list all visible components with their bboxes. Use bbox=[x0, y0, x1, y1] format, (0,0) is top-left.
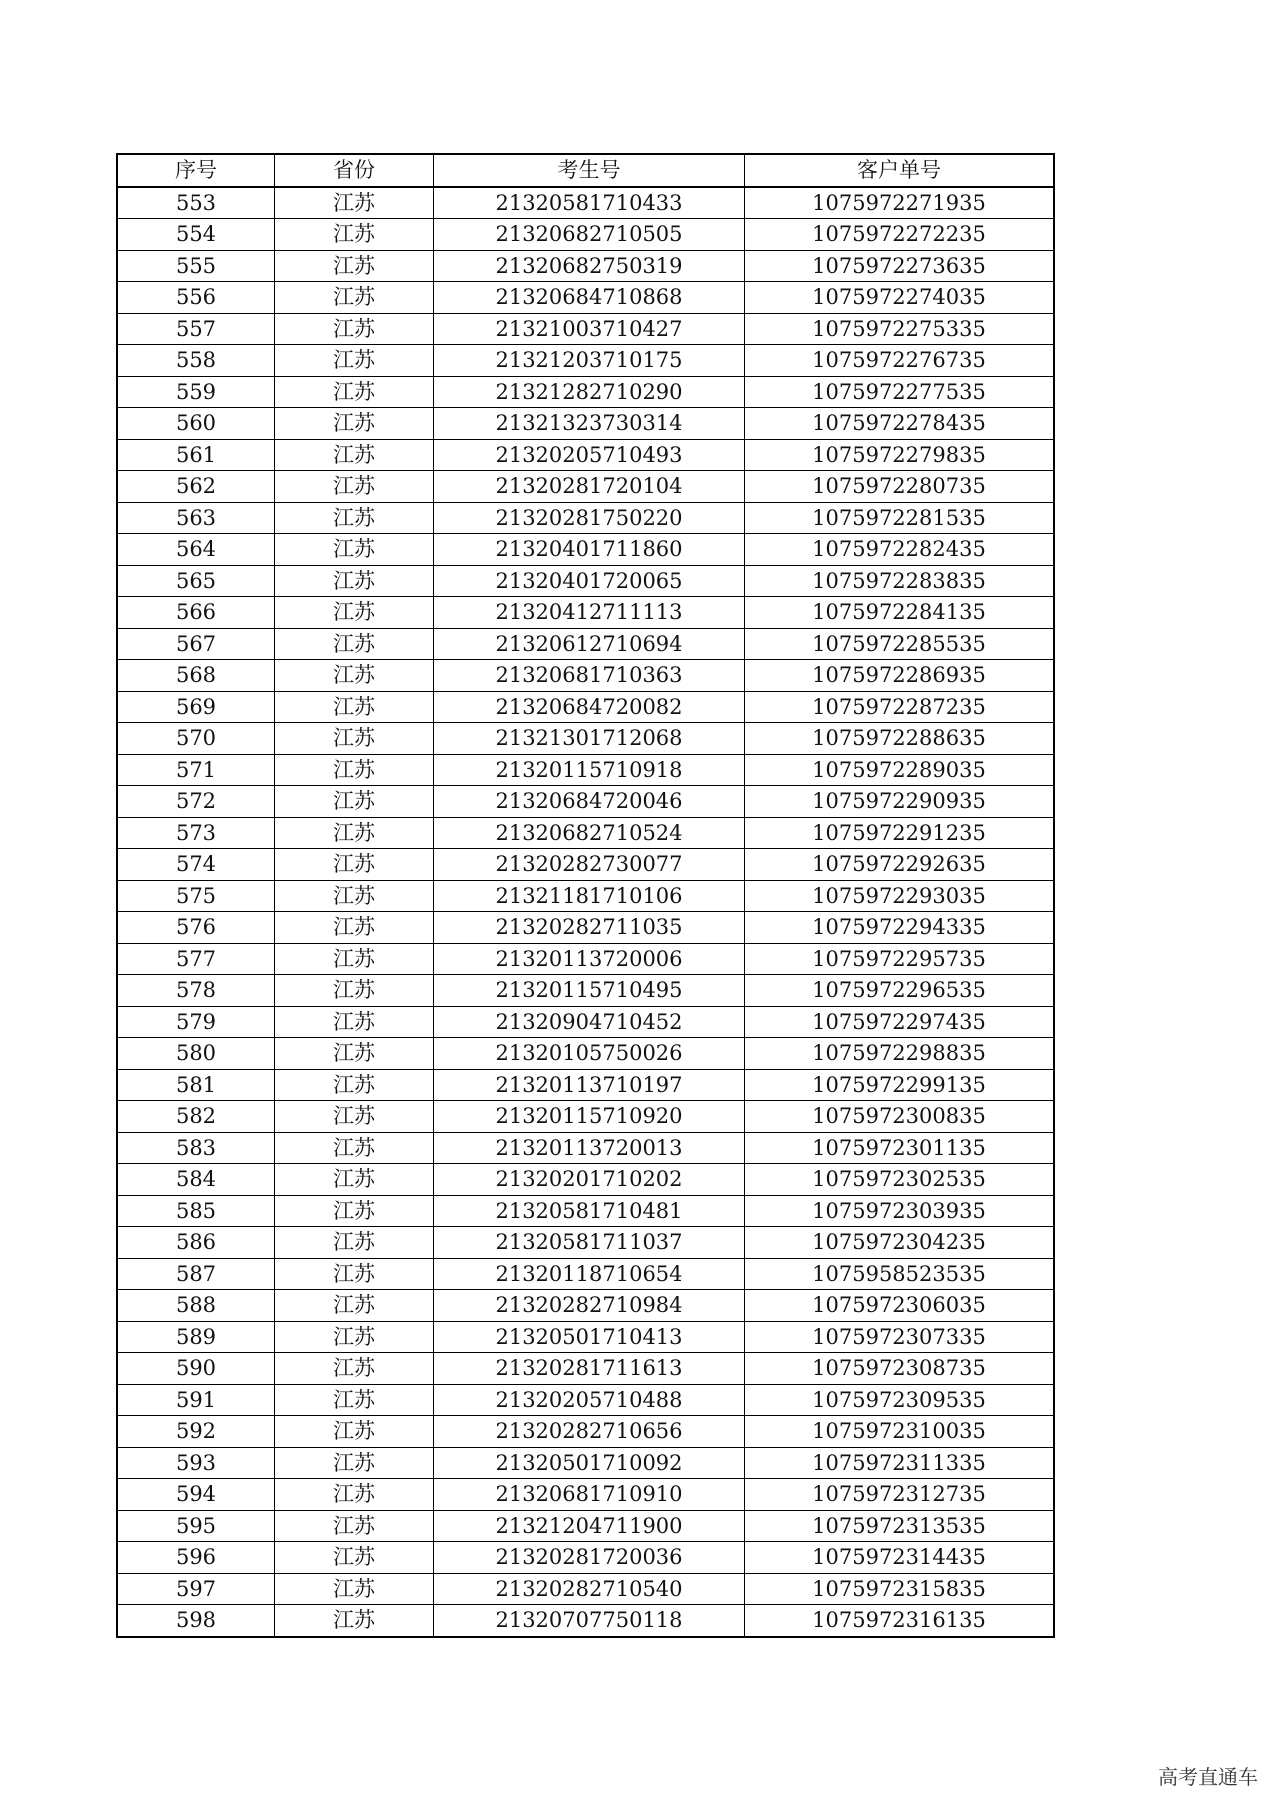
cell-index: 570 bbox=[117, 723, 275, 755]
table-row bbox=[117, 754, 1054, 786]
cell-customer-order-number: 1075972291235 bbox=[745, 817, 1055, 849]
cell-customer-order-number: 1075972281535 bbox=[745, 502, 1055, 534]
table-row bbox=[117, 471, 1054, 503]
cell-index: 595 bbox=[117, 1510, 275, 1542]
table-row bbox=[117, 1542, 1054, 1574]
table-row bbox=[117, 723, 1054, 755]
cell-index: 587 bbox=[117, 1258, 275, 1290]
cell-customer-order-number: 1075972290935 bbox=[745, 786, 1055, 818]
cell-candidate-number: 21320401711860 bbox=[434, 534, 745, 566]
cell-customer-order-number: 1075972275335 bbox=[745, 313, 1055, 345]
cell-index: 598 bbox=[117, 1605, 275, 1637]
cell-province: 江苏 bbox=[275, 219, 434, 251]
cell-index: 597 bbox=[117, 1573, 275, 1605]
table-row bbox=[117, 1101, 1054, 1133]
table-row bbox=[117, 408, 1054, 440]
data-table bbox=[116, 153, 1055, 1638]
cell-candidate-number: 21320681710363 bbox=[434, 660, 745, 692]
cell-province: 江苏 bbox=[275, 723, 434, 755]
cell-candidate-number: 21320282710540 bbox=[434, 1573, 745, 1605]
cell-candidate-number: 21320581710481 bbox=[434, 1195, 745, 1227]
table-row bbox=[117, 1321, 1054, 1353]
cell-customer-order-number: 1075972306035 bbox=[745, 1290, 1055, 1322]
cell-candidate-number: 21321323730314 bbox=[434, 408, 745, 440]
table-row bbox=[117, 849, 1054, 881]
cell-index: 556 bbox=[117, 282, 275, 314]
cell-index: 593 bbox=[117, 1447, 275, 1479]
cell-index: 592 bbox=[117, 1416, 275, 1448]
cell-province: 江苏 bbox=[275, 1321, 434, 1353]
cell-province: 江苏 bbox=[275, 1069, 434, 1101]
cell-customer-order-number: 1075972292635 bbox=[745, 849, 1055, 881]
cell-index: 584 bbox=[117, 1164, 275, 1196]
table-row bbox=[117, 1353, 1054, 1385]
cell-index: 564 bbox=[117, 534, 275, 566]
cell-candidate-number: 21320282710656 bbox=[434, 1416, 745, 1448]
cell-candidate-number: 21320282711035 bbox=[434, 912, 745, 944]
cell-candidate-number: 21320113720013 bbox=[434, 1132, 745, 1164]
cell-candidate-number: 21320282710984 bbox=[434, 1290, 745, 1322]
cell-index: 555 bbox=[117, 250, 275, 282]
cell-index: 554 bbox=[117, 219, 275, 251]
cell-candidate-number: 21321282710290 bbox=[434, 376, 745, 408]
cell-index: 565 bbox=[117, 565, 275, 597]
cell-candidate-number: 21320281720104 bbox=[434, 471, 745, 503]
cell-customer-order-number: 1075972296535 bbox=[745, 975, 1055, 1007]
cell-province: 江苏 bbox=[275, 1416, 434, 1448]
cell-province: 江苏 bbox=[275, 1384, 434, 1416]
cell-candidate-number: 21320904710452 bbox=[434, 1006, 745, 1038]
cell-index: 571 bbox=[117, 754, 275, 786]
cell-province: 江苏 bbox=[275, 1195, 434, 1227]
cell-customer-order-number: 1075972308735 bbox=[745, 1353, 1055, 1385]
cell-index: 563 bbox=[117, 502, 275, 534]
cell-index: 576 bbox=[117, 912, 275, 944]
cell-index: 596 bbox=[117, 1542, 275, 1574]
cell-province: 江苏 bbox=[275, 1542, 434, 1574]
cell-index: 557 bbox=[117, 313, 275, 345]
cell-province: 江苏 bbox=[275, 1038, 434, 1070]
cell-province: 江苏 bbox=[275, 471, 434, 503]
cell-province: 江苏 bbox=[275, 1258, 434, 1290]
cell-candidate-number: 21320684710868 bbox=[434, 282, 745, 314]
table-row bbox=[117, 1605, 1054, 1637]
table-row bbox=[117, 817, 1054, 849]
cell-province: 江苏 bbox=[275, 1290, 434, 1322]
cell-customer-order-number: 1075972286935 bbox=[745, 660, 1055, 692]
cell-customer-order-number: 1075972295735 bbox=[745, 943, 1055, 975]
cell-index: 580 bbox=[117, 1038, 275, 1070]
table-row bbox=[117, 628, 1054, 660]
cell-index: 560 bbox=[117, 408, 275, 440]
cell-index: 558 bbox=[117, 345, 275, 377]
table-row bbox=[117, 1290, 1054, 1322]
cell-candidate-number: 21320281750220 bbox=[434, 502, 745, 534]
cell-candidate-number: 21320115710920 bbox=[434, 1101, 745, 1133]
cell-customer-order-number: 1075972310035 bbox=[745, 1416, 1055, 1448]
cell-index: 578 bbox=[117, 975, 275, 1007]
table-row bbox=[117, 1069, 1054, 1101]
cell-index: 566 bbox=[117, 597, 275, 629]
cell-customer-order-number: 1075972288635 bbox=[745, 723, 1055, 755]
cell-province: 江苏 bbox=[275, 849, 434, 881]
table-row bbox=[117, 219, 1054, 251]
cell-province: 江苏 bbox=[275, 408, 434, 440]
cell-candidate-number: 21320401720065 bbox=[434, 565, 745, 597]
table-row bbox=[117, 1573, 1054, 1605]
header-index: 序号 bbox=[117, 154, 275, 187]
cell-candidate-number: 21320581710433 bbox=[434, 187, 745, 219]
cell-customer-order-number: 1075958523535 bbox=[745, 1258, 1055, 1290]
cell-candidate-number: 21320612710694 bbox=[434, 628, 745, 660]
cell-customer-order-number: 1075972302535 bbox=[745, 1164, 1055, 1196]
cell-customer-order-number: 1075972300835 bbox=[745, 1101, 1055, 1133]
cell-candidate-number: 21320281720036 bbox=[434, 1542, 745, 1574]
cell-customer-order-number: 1075972299135 bbox=[745, 1069, 1055, 1101]
cell-province: 江苏 bbox=[275, 786, 434, 818]
table-row bbox=[117, 880, 1054, 912]
cell-province: 江苏 bbox=[275, 1132, 434, 1164]
table-row bbox=[117, 786, 1054, 818]
cell-candidate-number: 21321204711900 bbox=[434, 1510, 745, 1542]
table-row bbox=[117, 376, 1054, 408]
cell-customer-order-number: 1075972278435 bbox=[745, 408, 1055, 440]
cell-province: 江苏 bbox=[275, 975, 434, 1007]
cell-candidate-number: 21320282730077 bbox=[434, 849, 745, 881]
cell-customer-order-number: 1075972297435 bbox=[745, 1006, 1055, 1038]
cell-candidate-number: 21320281711613 bbox=[434, 1353, 745, 1385]
cell-index: 591 bbox=[117, 1384, 275, 1416]
cell-index: 559 bbox=[117, 376, 275, 408]
cell-customer-order-number: 1075972277535 bbox=[745, 376, 1055, 408]
table-row bbox=[117, 660, 1054, 692]
cell-index: 567 bbox=[117, 628, 275, 660]
cell-candidate-number: 21320113720006 bbox=[434, 943, 745, 975]
header-candidate-number: 考生号 bbox=[434, 154, 745, 187]
cell-candidate-number: 21320707750118 bbox=[434, 1605, 745, 1637]
cell-province: 江苏 bbox=[275, 660, 434, 692]
cell-province: 江苏 bbox=[275, 817, 434, 849]
cell-province: 江苏 bbox=[275, 502, 434, 534]
cell-customer-order-number: 1075972287235 bbox=[745, 691, 1055, 723]
cell-province: 江苏 bbox=[275, 1101, 434, 1133]
cell-candidate-number: 21321203710175 bbox=[434, 345, 745, 377]
cell-candidate-number: 21320681710910 bbox=[434, 1479, 745, 1511]
cell-customer-order-number: 1075972271935 bbox=[745, 187, 1055, 219]
cell-index: 574 bbox=[117, 849, 275, 881]
cell-candidate-number: 21320105750026 bbox=[434, 1038, 745, 1070]
cell-province: 江苏 bbox=[275, 187, 434, 219]
table-row bbox=[117, 282, 1054, 314]
cell-province: 江苏 bbox=[275, 1479, 434, 1511]
cell-candidate-number: 21320682710505 bbox=[434, 219, 745, 251]
cell-candidate-number: 21320501710413 bbox=[434, 1321, 745, 1353]
table-row bbox=[117, 187, 1054, 219]
cell-index: 582 bbox=[117, 1101, 275, 1133]
table-row bbox=[117, 502, 1054, 534]
cell-province: 江苏 bbox=[275, 912, 434, 944]
cell-customer-order-number: 1075972298835 bbox=[745, 1038, 1055, 1070]
cell-customer-order-number: 1075972314435 bbox=[745, 1542, 1055, 1574]
cell-customer-order-number: 1075972304235 bbox=[745, 1227, 1055, 1259]
cell-customer-order-number: 1075972272235 bbox=[745, 219, 1055, 251]
cell-candidate-number: 21321301712068 bbox=[434, 723, 745, 755]
table-row bbox=[117, 1479, 1054, 1511]
cell-customer-order-number: 1075972312735 bbox=[745, 1479, 1055, 1511]
table-row bbox=[117, 250, 1054, 282]
cell-candidate-number: 21321181710106 bbox=[434, 880, 745, 912]
cell-customer-order-number: 1075972289035 bbox=[745, 754, 1055, 786]
table-row bbox=[117, 975, 1054, 1007]
cell-province: 江苏 bbox=[275, 1510, 434, 1542]
cell-candidate-number: 21320581711037 bbox=[434, 1227, 745, 1259]
cell-candidate-number: 21320115710918 bbox=[434, 754, 745, 786]
cell-province: 江苏 bbox=[275, 565, 434, 597]
cell-province: 江苏 bbox=[275, 376, 434, 408]
header-province: 省份 bbox=[275, 154, 434, 187]
cell-index: 569 bbox=[117, 691, 275, 723]
table-header-row bbox=[117, 154, 1054, 187]
cell-province: 江苏 bbox=[275, 597, 434, 629]
cell-province: 江苏 bbox=[275, 880, 434, 912]
table-row bbox=[117, 1132, 1054, 1164]
cell-province: 江苏 bbox=[275, 1227, 434, 1259]
cell-candidate-number: 21320684720082 bbox=[434, 691, 745, 723]
cell-customer-order-number: 1075972316135 bbox=[745, 1605, 1055, 1637]
table-row bbox=[117, 565, 1054, 597]
cell-province: 江苏 bbox=[275, 439, 434, 471]
cell-candidate-number: 21320201710202 bbox=[434, 1164, 745, 1196]
cell-province: 江苏 bbox=[275, 691, 434, 723]
table-row bbox=[117, 439, 1054, 471]
cell-candidate-number: 21320682750319 bbox=[434, 250, 745, 282]
cell-index: 573 bbox=[117, 817, 275, 849]
cell-customer-order-number: 1075972280735 bbox=[745, 471, 1055, 503]
cell-index: 594 bbox=[117, 1479, 275, 1511]
cell-customer-order-number: 1075972283835 bbox=[745, 565, 1055, 597]
table-row bbox=[117, 1227, 1054, 1259]
cell-candidate-number: 21320684720046 bbox=[434, 786, 745, 818]
cell-customer-order-number: 1075972307335 bbox=[745, 1321, 1055, 1353]
cell-candidate-number: 21320682710524 bbox=[434, 817, 745, 849]
cell-province: 江苏 bbox=[275, 1447, 434, 1479]
cell-index: 590 bbox=[117, 1353, 275, 1385]
cell-index: 585 bbox=[117, 1195, 275, 1227]
cell-customer-order-number: 1075972311335 bbox=[745, 1447, 1055, 1479]
cell-customer-order-number: 1075972282435 bbox=[745, 534, 1055, 566]
cell-index: 572 bbox=[117, 786, 275, 818]
cell-province: 江苏 bbox=[275, 534, 434, 566]
cell-customer-order-number: 1075972301135 bbox=[745, 1132, 1055, 1164]
cell-province: 江苏 bbox=[275, 943, 434, 975]
cell-province: 江苏 bbox=[275, 1353, 434, 1385]
cell-province: 江苏 bbox=[275, 1164, 434, 1196]
cell-customer-order-number: 1075972309535 bbox=[745, 1384, 1055, 1416]
cell-province: 江苏 bbox=[275, 1573, 434, 1605]
cell-index: 568 bbox=[117, 660, 275, 692]
cell-index: 588 bbox=[117, 1290, 275, 1322]
table-row bbox=[117, 912, 1054, 944]
cell-index: 589 bbox=[117, 1321, 275, 1353]
cell-candidate-number: 21320118710654 bbox=[434, 1258, 745, 1290]
table-row bbox=[117, 1164, 1054, 1196]
cell-customer-order-number: 1075972279835 bbox=[745, 439, 1055, 471]
table-row bbox=[117, 1195, 1054, 1227]
cell-customer-order-number: 1075972285535 bbox=[745, 628, 1055, 660]
table-row bbox=[117, 345, 1054, 377]
cell-customer-order-number: 1075972274035 bbox=[745, 282, 1055, 314]
cell-province: 江苏 bbox=[275, 345, 434, 377]
table-row bbox=[117, 1038, 1054, 1070]
table-row bbox=[117, 691, 1054, 723]
cell-candidate-number: 21320501710092 bbox=[434, 1447, 745, 1479]
cell-province: 江苏 bbox=[275, 1605, 434, 1637]
cell-customer-order-number: 1075972303935 bbox=[745, 1195, 1055, 1227]
table-row bbox=[117, 313, 1054, 345]
cell-province: 江苏 bbox=[275, 313, 434, 345]
table-row bbox=[117, 1258, 1054, 1290]
table-row bbox=[117, 1006, 1054, 1038]
cell-province: 江苏 bbox=[275, 282, 434, 314]
table-row bbox=[117, 534, 1054, 566]
cell-customer-order-number: 1075972313535 bbox=[745, 1510, 1055, 1542]
cell-index: 581 bbox=[117, 1069, 275, 1101]
cell-index: 561 bbox=[117, 439, 275, 471]
cell-index: 553 bbox=[117, 187, 275, 219]
table-row bbox=[117, 943, 1054, 975]
cell-customer-order-number: 1075972294335 bbox=[745, 912, 1055, 944]
cell-customer-order-number: 1075972315835 bbox=[745, 1573, 1055, 1605]
table-row bbox=[117, 1447, 1054, 1479]
cell-province: 江苏 bbox=[275, 1006, 434, 1038]
table-row bbox=[117, 597, 1054, 629]
cell-index: 577 bbox=[117, 943, 275, 975]
cell-province: 江苏 bbox=[275, 754, 434, 786]
cell-candidate-number: 21320205710488 bbox=[434, 1384, 745, 1416]
cell-index: 575 bbox=[117, 880, 275, 912]
cell-candidate-number: 21320113710197 bbox=[434, 1069, 745, 1101]
cell-candidate-number: 21320115710495 bbox=[434, 975, 745, 1007]
header-customer-order-number: 客户单号 bbox=[745, 154, 1055, 187]
cell-customer-order-number: 1075972276735 bbox=[745, 345, 1055, 377]
cell-candidate-number: 21321003710427 bbox=[434, 313, 745, 345]
cell-candidate-number: 21320205710493 bbox=[434, 439, 745, 471]
cell-index: 562 bbox=[117, 471, 275, 503]
cell-candidate-number: 21320412711113 bbox=[434, 597, 745, 629]
table-row bbox=[117, 1384, 1054, 1416]
watermark-text: 高考直通车 bbox=[1158, 1765, 1258, 1789]
cell-province: 江苏 bbox=[275, 628, 434, 660]
table-row bbox=[117, 1510, 1054, 1542]
cell-index: 583 bbox=[117, 1132, 275, 1164]
table-row bbox=[117, 1416, 1054, 1448]
cell-index: 586 bbox=[117, 1227, 275, 1259]
cell-customer-order-number: 1075972273635 bbox=[745, 250, 1055, 282]
cell-customer-order-number: 1075972293035 bbox=[745, 880, 1055, 912]
cell-index: 579 bbox=[117, 1006, 275, 1038]
cell-province: 江苏 bbox=[275, 250, 434, 282]
cell-customer-order-number: 1075972284135 bbox=[745, 597, 1055, 629]
